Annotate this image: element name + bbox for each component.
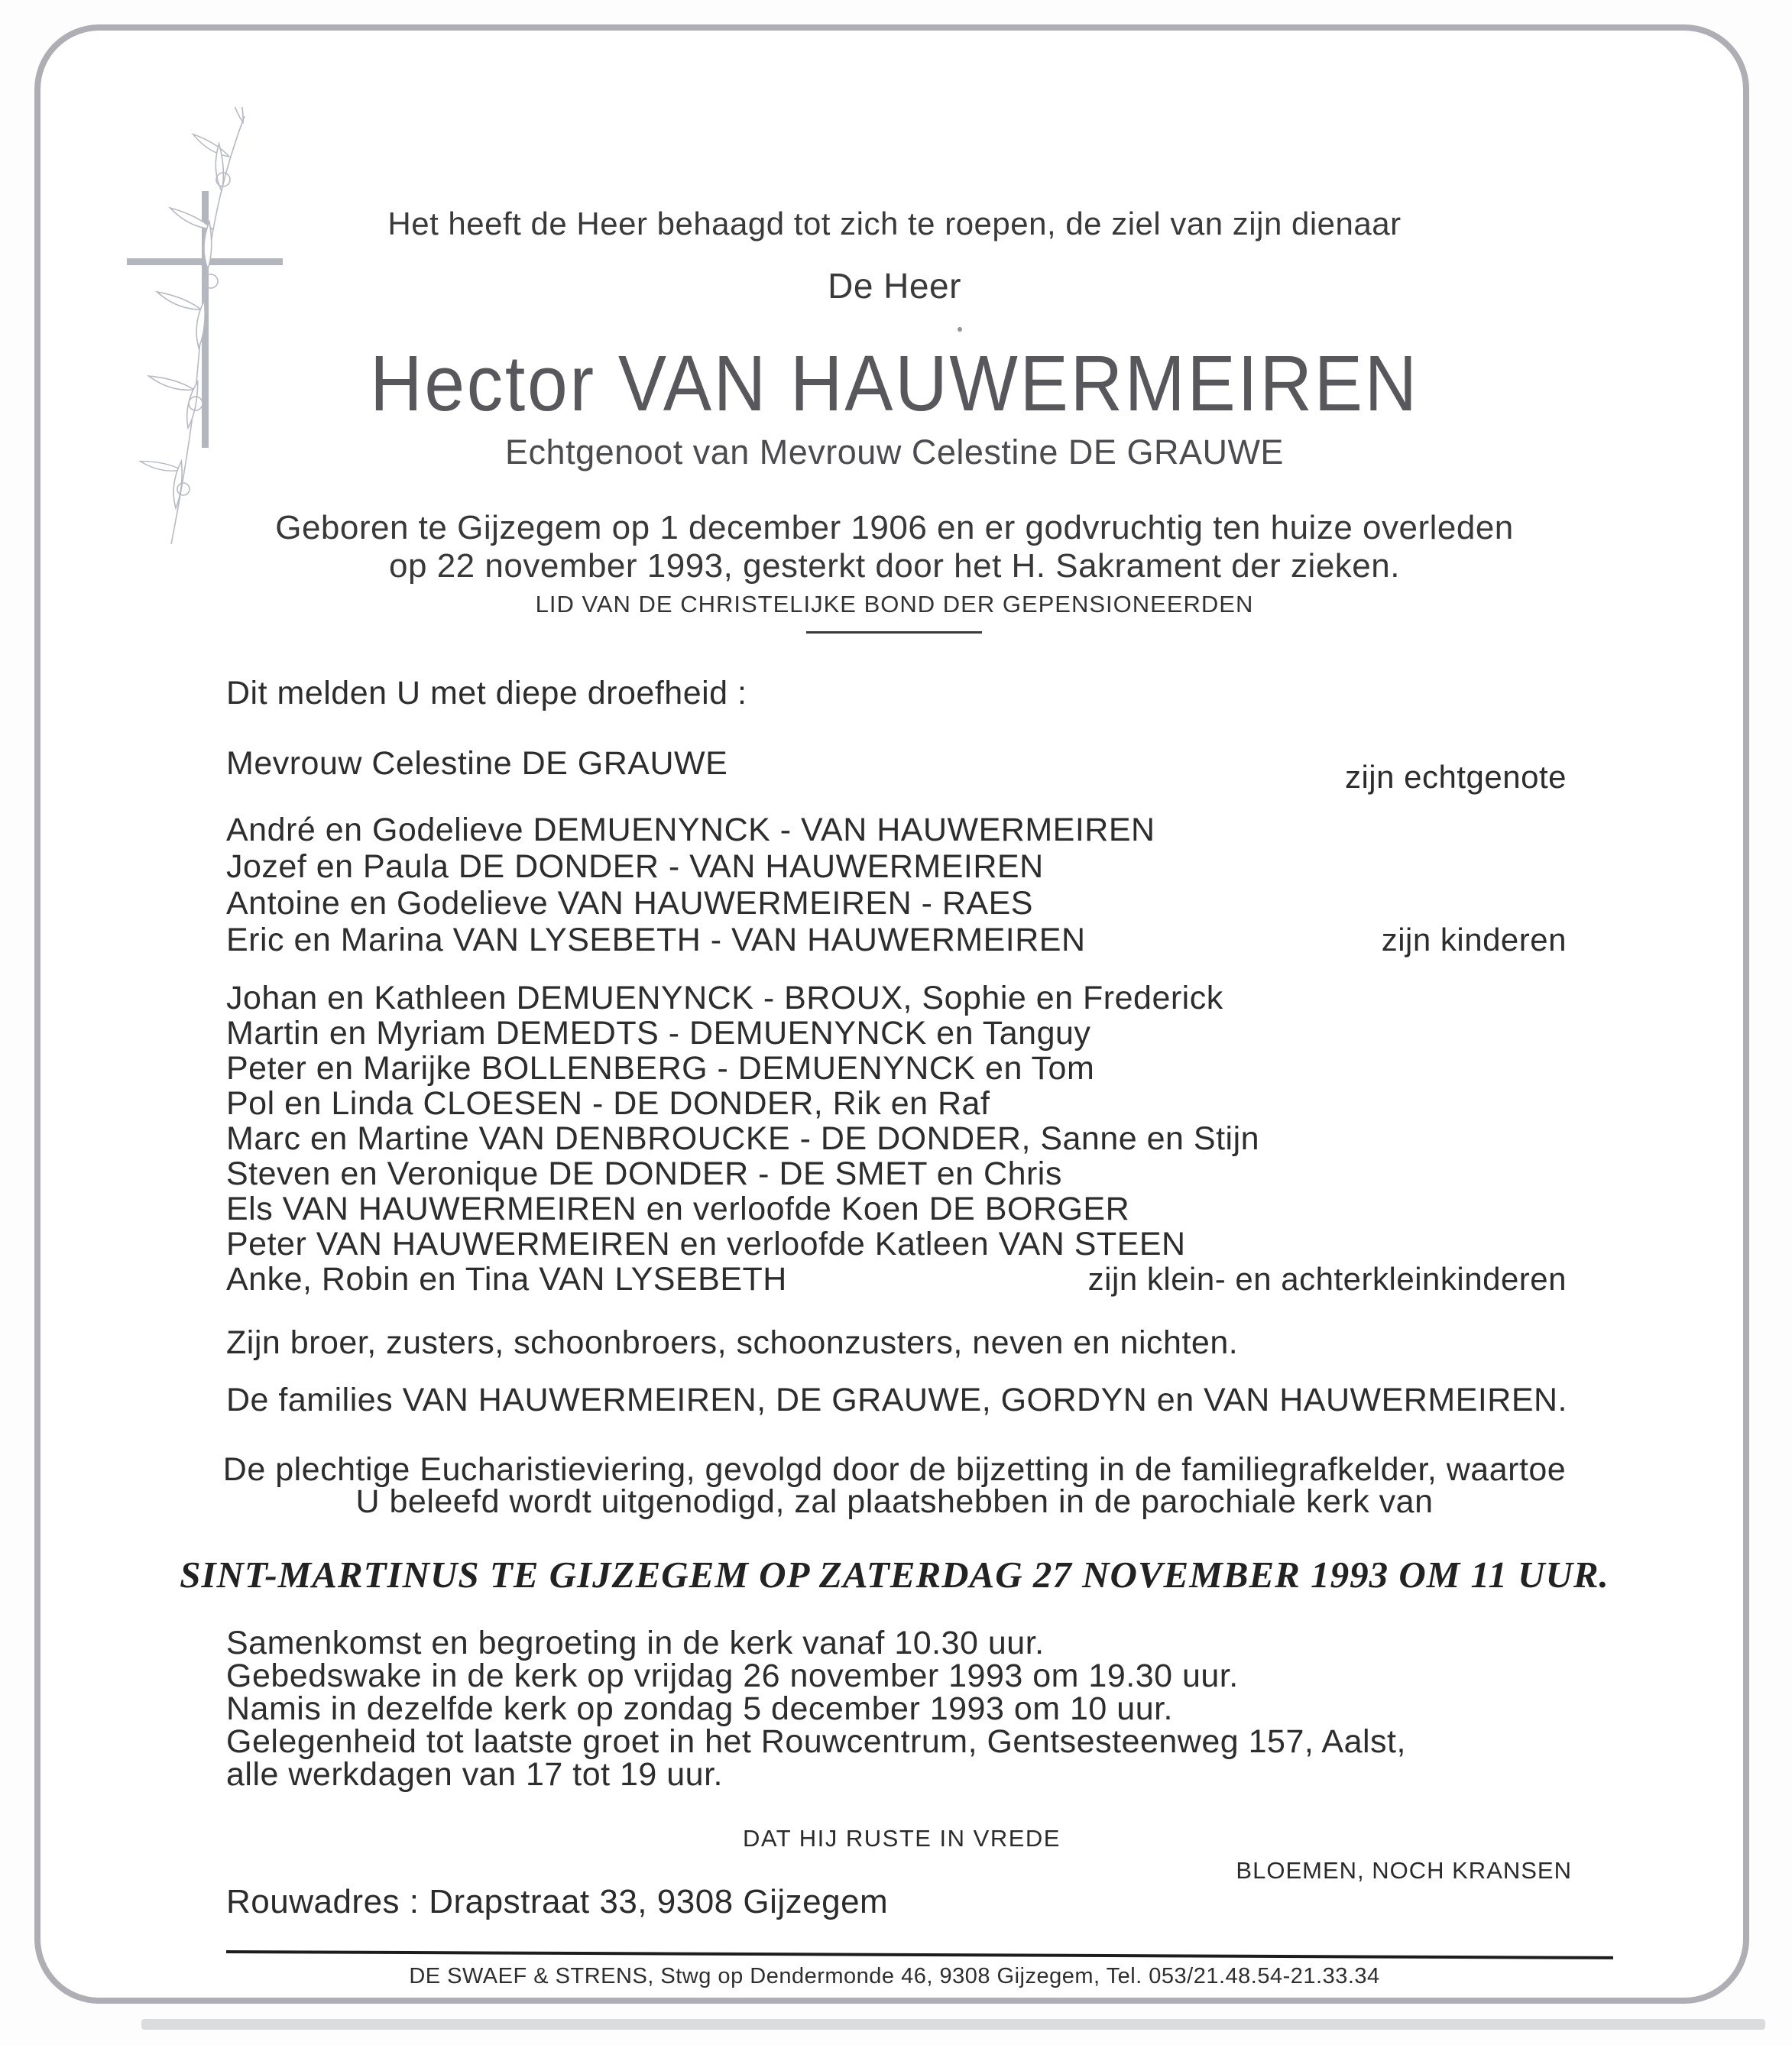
grandchild-line: Els VAN HAUWERMEIREN en verloofde Koen DE BORGER bbox=[226, 1191, 1130, 1227]
birth-death-line-1: Geboren te Gijzegem op 1 december 1906 en er godvruchtig ten huize overleden bbox=[275, 509, 1514, 546]
mourning-address: Rouwadres : Drapstraat 33, 9308 Gijzegem bbox=[226, 1883, 889, 1920]
announcement-intro: Dit melden U met diepe droefheid : bbox=[226, 675, 747, 711]
salutation: De Heer bbox=[828, 266, 961, 306]
scan-speck bbox=[958, 327, 962, 332]
child-line: Eric en Marina VAN LYSEBETH - VAN HAUWERMEIREN bbox=[226, 922, 1086, 958]
widow-name: Mevrouw Celestine DE GRAUWE bbox=[226, 745, 728, 782]
grandchild-line: Steven en Veronique DE DONDER - DE SMET en Chris bbox=[226, 1155, 1062, 1192]
membership-line: LID VAN DE CHRISTELIJKE BOND DER GEPENSIONEERDEN bbox=[535, 591, 1254, 617]
child-line: Jozef en Paula DE DONDER - VAN HAUWERMEIREN bbox=[226, 848, 1044, 885]
rest-in-peace-line: DAT HIJ RUSTE IN VREDE bbox=[743, 1825, 1061, 1852]
grandchild-line: Peter en Marijke BOLLENBERG - DEMUENYNCK en Tom bbox=[226, 1050, 1095, 1087]
widow-relation: zijn echtgenote bbox=[1344, 759, 1567, 795]
birth-death-line-2: op 22 november 1993, gesterkt door het H. Sakrament der zieken. bbox=[389, 547, 1400, 585]
scan-edge-shadow bbox=[141, 2019, 1765, 2030]
divider-rule bbox=[806, 631, 982, 634]
families-line: De families VAN HAUWERMEIREN, DE GRAUWE, GORDYN en VAN HAUWERMEIREN. bbox=[226, 1382, 1568, 1418]
branch-icon bbox=[140, 107, 257, 544]
grandchildren-relation: zijn klein- en achterkleinkinderen bbox=[1087, 1261, 1567, 1297]
children-relation: zijn kinderen bbox=[1381, 922, 1567, 958]
memorial-cross-decoration bbox=[107, 107, 306, 558]
grandchild-line: Johan en Kathleen DEMUENYNCK - BROUX, Sophie en Frederick bbox=[226, 980, 1223, 1016]
relatives-line: Zijn broer, zusters, schoonbroers, schoonzusters, neven en nichten. bbox=[226, 1324, 1239, 1361]
grandchild-line: Peter VAN HAUWERMEIREN en verloofde Katleen VAN STEEN bbox=[226, 1226, 1186, 1262]
no-flowers-line: BLOEMEN, NOCH KRANSEN bbox=[1236, 1857, 1572, 1884]
intro-line: Het heeft de Heer behaagd tot zich te roepen, de ziel van zijn dienaar bbox=[387, 206, 1402, 241]
grandchild-line: Pol en Linda CLOESEN - DE DONDER, Rik en Raf bbox=[226, 1085, 990, 1122]
invitation-line-2: U beleefd wordt uitgenodigd, zal plaatshebben in de parochiale kerk van bbox=[355, 1483, 1434, 1520]
service-detail-line: alle werkdagen van 17 tot 19 uur. bbox=[226, 1756, 723, 1793]
invitation-line-1: De plechtige Eucharistieviering, gevolgd door de bijzetting in de familiegrafkelder, waartoe bbox=[222, 1451, 1567, 1488]
service-detail-line: Gelegenheid tot laatste groet in het Rouwcentrum, Gentsesteenweg 157, Aalst, bbox=[226, 1723, 1406, 1760]
service-detail-line: Gebedswake in de kerk op vrijdag 26 november 1993 om 19.30 uur. bbox=[226, 1658, 1239, 1694]
grandchild-line: Anke, Robin en Tina VAN LYSEBETH bbox=[226, 1261, 787, 1298]
service-detail-line: Namis in dezelfde kerk op zondag 5 december 1993 om 10 uur. bbox=[226, 1690, 1174, 1727]
service-location-date: SINT-MARTINUS TE GIJZEGEM OP ZATERDAG 27 NOVEMBER 1993 OM 11 UUR. bbox=[180, 1554, 1609, 1596]
service-detail-line: Samenkomst en begroeting in de kerk vanaf 10.30 uur. bbox=[226, 1625, 1045, 1661]
grandchild-line: Martin en Myriam DEMEDTS - DEMUENYNCK en Tanguy bbox=[226, 1015, 1091, 1052]
child-line: Antoine en Godelieve VAN HAUWERMEIREN - RAES bbox=[226, 885, 1033, 922]
spouse-line: Echtgenoot van Mevrouw Celestine DE GRAUWE bbox=[505, 433, 1284, 472]
funeral-home-line: DE SWAEF & STRENS, Stwg op Dendermonde 46, 9308 Gijzegem, Tel. 053/21.48.54-21.33.34 bbox=[409, 1964, 1380, 1988]
grandchild-line: Marc en Martine VAN DENBROUCKE - DE DONDER, Sanne en Stijn bbox=[226, 1120, 1260, 1157]
deceased-name: Hector VAN HAUWERMEIREN bbox=[370, 339, 1419, 427]
child-line: André en Godelieve DEMUENYNCK - VAN HAUWERMEIREN bbox=[226, 812, 1155, 848]
